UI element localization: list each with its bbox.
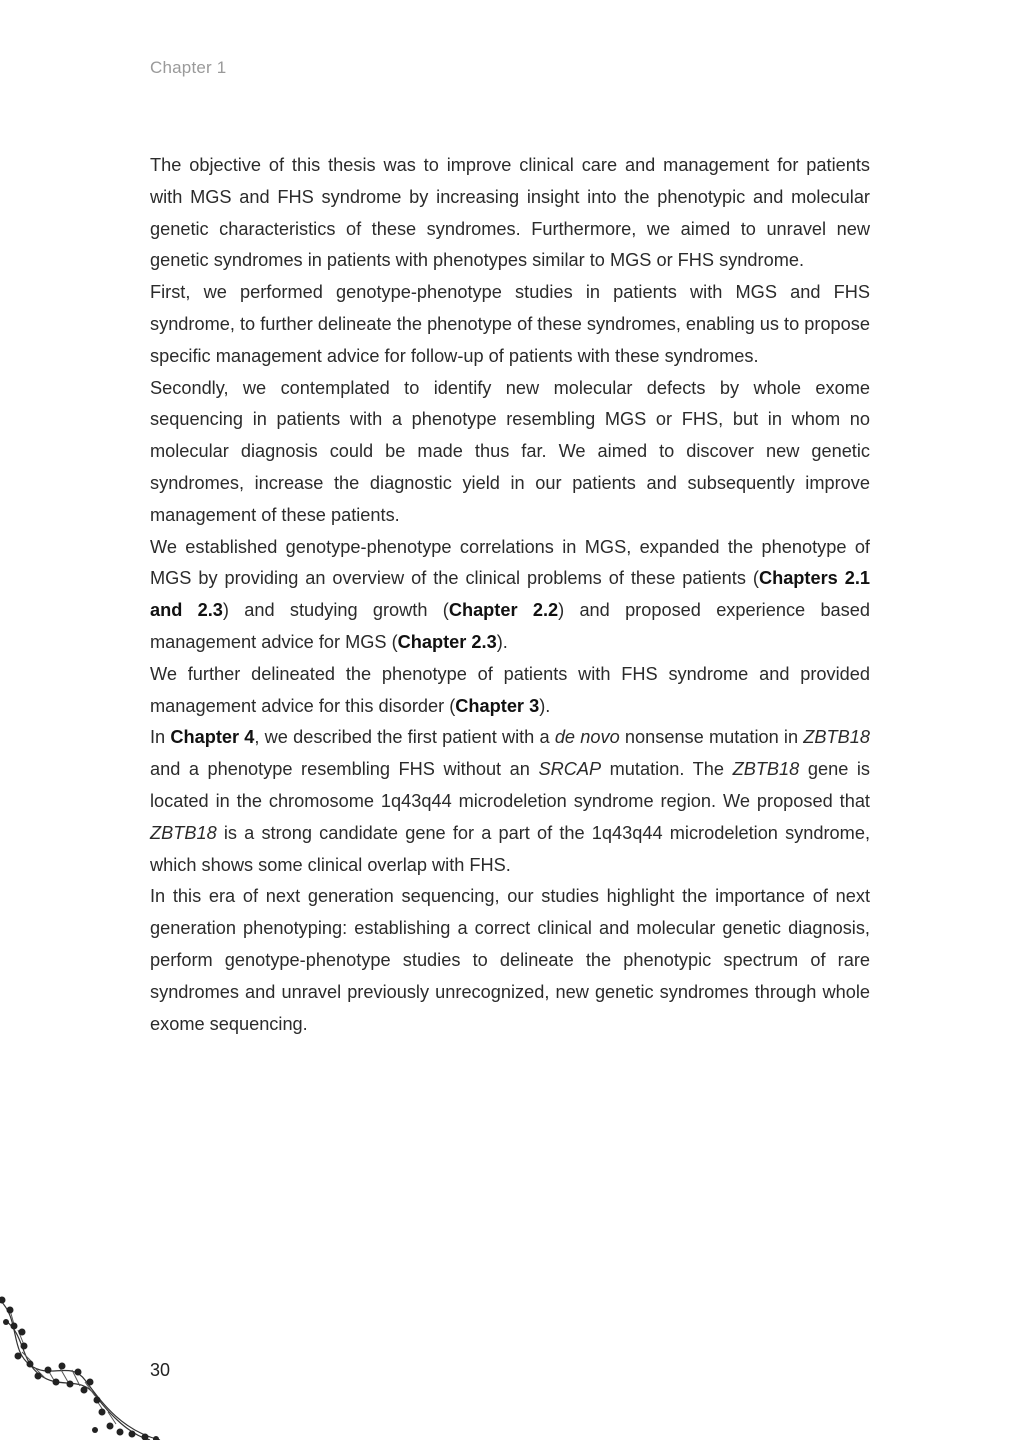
paragraph	[150, 881, 870, 1040]
text-run: The objective of this thesis was to improve clinical care and management for patients with MGS and FHS syndrome by increasing insight into the phenotypic and molecular genetic characteristics of these syndromes. Furthermore, we aimed to unravel new genetic syndromes in patients with phenotypes similar to MGS or FHS syndrome.	[150, 155, 870, 271]
text-run: is a strong candidate gene for a part of the 1q43q44 microdeletion syndrome, which shows some clinical overlap with FHS.	[150, 822, 870, 875]
text-run: ) and proposed experience based management advice for MGS (	[150, 600, 870, 652]
text-run: First, we performed genotype-phenotype studies in patients with MGS and FHS syndrome, to further delineate the phenotype of these syndromes, enabling us to propose specific management advice for follow-up of patients with these syndromes.	[150, 282, 870, 366]
paragraph	[150, 373, 870, 532]
italic-term: de novo	[554, 727, 620, 748]
text-run: We established genotype-phenotype correlations in MGS, expanded the phenotype of MGS by providing an overview of the clinical problems of these patients (	[150, 536, 870, 589]
text-run: gene is located in the chromosome 1q43q44 microdeletion syndrome region. We proposed that	[150, 759, 870, 811]
text-run: In	[150, 727, 171, 748]
italic-term: SRCAP	[538, 759, 602, 780]
paragraph	[150, 532, 870, 659]
chapter-reference: Chapters 2.1 and 2.3	[150, 568, 871, 621]
chapter-reference: Chapter 2.3	[397, 631, 497, 652]
page-number: 30	[150, 1360, 171, 1380]
text-run: nonsense mutation in	[619, 727, 804, 748]
chapter-reference: Chapter 3	[455, 695, 540, 716]
italic-term: ZBTB18	[150, 822, 217, 843]
running-head: Chapter 1	[150, 58, 227, 77]
text-run: ).	[539, 695, 551, 716]
italic-term: ZBTB18	[732, 759, 800, 780]
text-run: , we described the first patient with a	[254, 727, 555, 748]
paragraph	[150, 659, 870, 723]
text-run: mutation. The	[601, 759, 733, 780]
paragraph	[150, 277, 870, 372]
text-run: ) and studying growth (	[222, 600, 449, 621]
text-run: ).	[496, 631, 508, 652]
text-run: and a phenotype resembling FHS without an	[150, 759, 539, 780]
paragraph	[150, 150, 870, 277]
chapter-reference: Chapter 2.2	[448, 600, 559, 621]
text-run: We further delineated the phenotype of patients with FHS syndrome and provided management advice for this disorder (	[150, 663, 870, 716]
italic-term: ZBTB18	[803, 727, 870, 748]
text-run: Secondly, we contemplated to identify new molecular defects by whole exome sequencing in patients with a phenotype resembling MGS or FHS, but in whom no molecular diagnosis could be made thus far. We aimed to discover new genetic syndromes, increase the diagnostic yield in our patients and subsequently improve management of these patients.	[150, 377, 870, 525]
body-text	[150, 150, 870, 1040]
paragraph	[150, 722, 870, 881]
dna-helix-decoration	[0, 1290, 170, 1440]
text-run: In this era of next generation sequencing, our studies highlight the importance of next generation phenotyping: establishing a correct clinical and molecular genetic diagnosis, perform genotype-phenotype studies to delineate the phenotypic spectrum of rare syndromes and unravel previously unrecognized, new genetic syndromes through whole exome sequencing.	[150, 886, 870, 1034]
chapter-reference: Chapter 4	[170, 727, 255, 748]
